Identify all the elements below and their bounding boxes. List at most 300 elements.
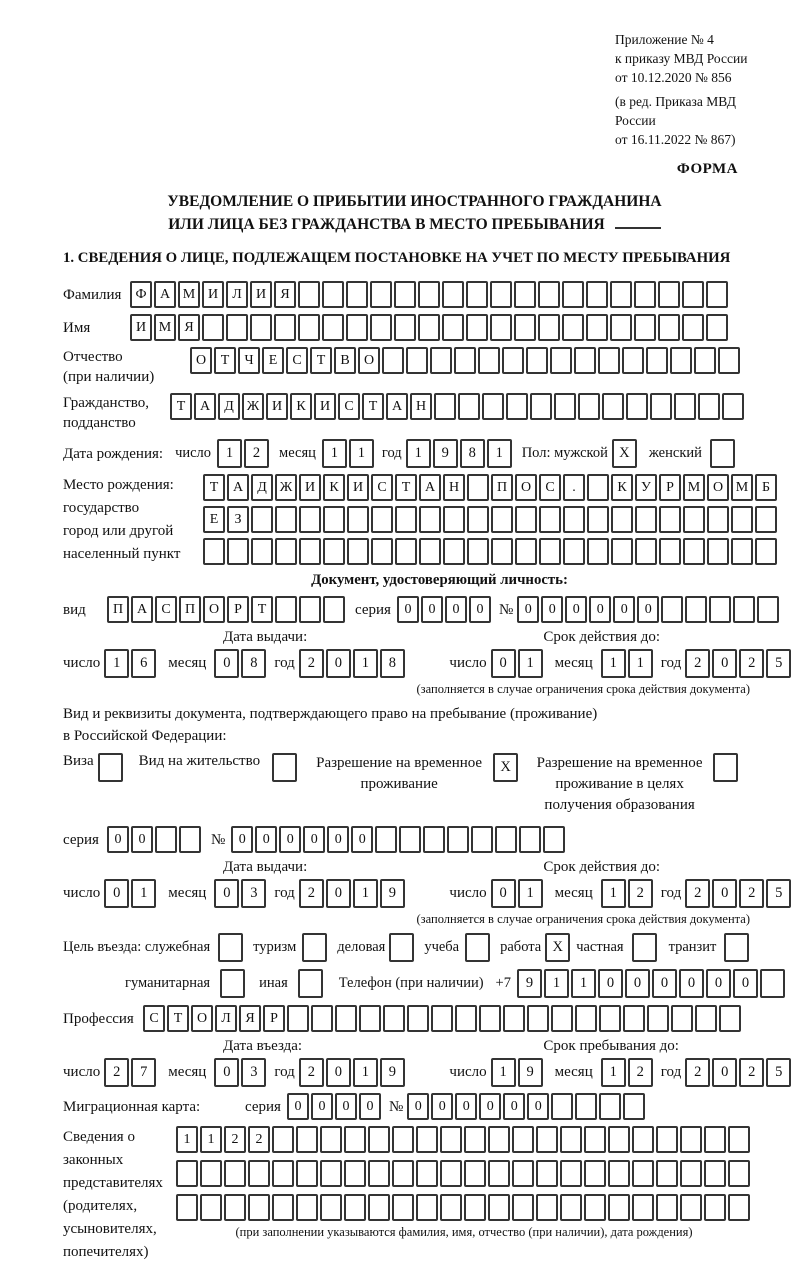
char-box-filled[interactable]: 0 bbox=[303, 826, 325, 853]
char-box-filled[interactable]: С bbox=[338, 393, 360, 420]
char-box-empty[interactable] bbox=[515, 506, 537, 533]
char-box-empty[interactable] bbox=[323, 538, 345, 565]
char-box-empty[interactable] bbox=[272, 1126, 294, 1153]
char-box-empty[interactable] bbox=[407, 1005, 429, 1032]
char-box-empty[interactable] bbox=[682, 314, 704, 341]
char-box-filled[interactable]: 0 bbox=[287, 1093, 309, 1120]
char-box-empty[interactable] bbox=[368, 1194, 390, 1221]
char-box-filled[interactable]: 2 bbox=[628, 879, 653, 908]
char-box-empty[interactable] bbox=[447, 826, 469, 853]
char-box-empty[interactable] bbox=[250, 314, 272, 341]
char-box-filled[interactable]: 2 bbox=[685, 879, 710, 908]
char-box-empty[interactable] bbox=[659, 538, 681, 565]
char-box-empty[interactable] bbox=[323, 506, 345, 533]
char-box-filled[interactable]: М bbox=[178, 281, 200, 308]
char-box-empty[interactable] bbox=[202, 314, 224, 341]
char-box-empty[interactable] bbox=[220, 969, 245, 998]
char-box-empty[interactable] bbox=[442, 281, 464, 308]
char-box-filled[interactable]: 0 bbox=[733, 969, 758, 998]
char-box-empty[interactable] bbox=[680, 1160, 702, 1187]
char-box-filled[interactable]: 0 bbox=[279, 826, 301, 853]
char-box-filled[interactable]: И bbox=[314, 393, 336, 420]
char-box-filled[interactable]: 2 bbox=[104, 1058, 129, 1087]
char-box-empty[interactable] bbox=[465, 933, 490, 962]
char-box-empty[interactable] bbox=[695, 1005, 717, 1032]
char-box-empty[interactable] bbox=[431, 1005, 453, 1032]
char-box-filled[interactable]: С bbox=[371, 474, 393, 501]
char-box-filled[interactable]: 8 bbox=[380, 649, 405, 678]
char-box-filled[interactable]: 0 bbox=[455, 1093, 477, 1120]
char-box-empty[interactable] bbox=[299, 506, 321, 533]
char-box-empty[interactable] bbox=[200, 1160, 222, 1187]
char-box-filled[interactable]: 0 bbox=[311, 1093, 333, 1120]
char-box-empty[interactable] bbox=[587, 474, 609, 501]
char-box-empty[interactable] bbox=[347, 506, 369, 533]
char-box-filled[interactable]: Т bbox=[167, 1005, 189, 1032]
char-box-empty[interactable] bbox=[623, 1005, 645, 1032]
char-box-empty[interactable] bbox=[371, 538, 393, 565]
char-box-filled[interactable]: С bbox=[286, 347, 308, 374]
char-box-empty[interactable] bbox=[495, 826, 517, 853]
char-box-filled[interactable]: Л bbox=[226, 281, 248, 308]
char-box-filled[interactable]: А bbox=[194, 393, 216, 420]
char-box-filled[interactable]: 0 bbox=[214, 1058, 239, 1087]
char-box-filled[interactable]: 1 bbox=[406, 439, 431, 468]
char-box-empty[interactable] bbox=[584, 1126, 606, 1153]
char-box-empty[interactable] bbox=[622, 347, 644, 374]
char-box-filled[interactable]: 2 bbox=[685, 649, 710, 678]
char-box-filled[interactable]: Т bbox=[362, 393, 384, 420]
char-box-filled[interactable]: А bbox=[227, 474, 249, 501]
char-box-filled[interactable]: 2 bbox=[244, 439, 269, 468]
char-box-empty[interactable] bbox=[584, 1194, 606, 1221]
char-box-empty[interactable] bbox=[375, 826, 397, 853]
char-box-empty[interactable] bbox=[395, 506, 417, 533]
char-box-empty[interactable] bbox=[704, 1194, 726, 1221]
char-box-filled[interactable]: Е bbox=[203, 506, 225, 533]
char-box-empty[interactable] bbox=[562, 281, 584, 308]
char-box-empty[interactable] bbox=[610, 281, 632, 308]
char-box-empty[interactable] bbox=[704, 1126, 726, 1153]
char-box-empty[interactable] bbox=[298, 281, 320, 308]
char-box-empty[interactable] bbox=[298, 969, 323, 998]
char-box-empty[interactable] bbox=[275, 538, 297, 565]
char-box-empty[interactable] bbox=[368, 1126, 390, 1153]
char-box-empty[interactable] bbox=[203, 538, 225, 565]
char-box-empty[interactable] bbox=[434, 393, 456, 420]
char-box-empty[interactable] bbox=[416, 1126, 438, 1153]
char-box-empty[interactable] bbox=[322, 281, 344, 308]
char-box-empty[interactable] bbox=[416, 1160, 438, 1187]
char-box-empty[interactable] bbox=[346, 281, 368, 308]
char-box-filled[interactable]: 2 bbox=[739, 649, 764, 678]
char-box-empty[interactable] bbox=[635, 538, 657, 565]
char-box-empty[interactable] bbox=[587, 506, 609, 533]
char-box-empty[interactable] bbox=[467, 538, 489, 565]
char-box-filled[interactable]: У bbox=[635, 474, 657, 501]
char-box-empty[interactable] bbox=[608, 1160, 630, 1187]
char-box-filled[interactable]: 9 bbox=[380, 879, 405, 908]
char-box-empty[interactable] bbox=[443, 506, 465, 533]
char-box-empty[interactable] bbox=[272, 1194, 294, 1221]
char-box-filled[interactable]: 2 bbox=[299, 1058, 324, 1087]
char-box-filled[interactable]: 0 bbox=[589, 596, 611, 623]
char-box-empty[interactable] bbox=[680, 1126, 702, 1153]
char-box-empty[interactable] bbox=[423, 826, 445, 853]
char-box-filled[interactable]: 8 bbox=[241, 649, 266, 678]
char-box-filled[interactable]: 9 bbox=[380, 1058, 405, 1087]
char-box-filled[interactable]: Т bbox=[203, 474, 225, 501]
char-box-empty[interactable] bbox=[515, 538, 537, 565]
char-box-empty[interactable] bbox=[755, 506, 777, 533]
char-box-filled[interactable]: О bbox=[707, 474, 729, 501]
char-box-filled[interactable]: 1 bbox=[571, 969, 596, 998]
char-box-empty[interactable] bbox=[646, 347, 668, 374]
char-box-filled[interactable]: 0 bbox=[397, 596, 419, 623]
char-box-empty[interactable] bbox=[512, 1194, 534, 1221]
char-box-filled[interactable]: 2 bbox=[299, 649, 324, 678]
char-box-empty[interactable] bbox=[551, 1093, 573, 1120]
char-box-empty[interactable] bbox=[359, 1005, 381, 1032]
char-box-filled[interactable]: 0 bbox=[214, 879, 239, 908]
char-box-filled[interactable]: 2 bbox=[299, 879, 324, 908]
char-box-empty[interactable] bbox=[650, 393, 672, 420]
char-box-empty[interactable] bbox=[176, 1160, 198, 1187]
char-box-filled[interactable]: 2 bbox=[248, 1126, 270, 1153]
char-box-empty[interactable] bbox=[251, 538, 273, 565]
char-box-empty[interactable] bbox=[709, 596, 731, 623]
char-box-empty[interactable] bbox=[536, 1194, 558, 1221]
char-box-empty[interactable] bbox=[611, 538, 633, 565]
char-box-empty[interactable] bbox=[370, 314, 392, 341]
char-box-empty[interactable] bbox=[656, 1126, 678, 1153]
char-box-empty[interactable] bbox=[503, 1005, 525, 1032]
char-box-empty[interactable] bbox=[491, 506, 513, 533]
char-box-empty[interactable] bbox=[490, 281, 512, 308]
char-box-filled[interactable]: 5 bbox=[766, 649, 791, 678]
char-box-empty[interactable] bbox=[418, 314, 440, 341]
char-box-empty[interactable] bbox=[320, 1126, 342, 1153]
char-box-filled[interactable]: 0 bbox=[479, 1093, 501, 1120]
char-box-empty[interactable] bbox=[724, 933, 749, 962]
char-box-filled[interactable]: Я bbox=[239, 1005, 261, 1032]
char-box-filled[interactable]: Б bbox=[755, 474, 777, 501]
char-box-filled[interactable]: 1 bbox=[601, 1058, 626, 1087]
char-box-filled[interactable]: 1 bbox=[176, 1126, 198, 1153]
char-box-filled[interactable]: А bbox=[419, 474, 441, 501]
char-box-empty[interactable] bbox=[482, 393, 504, 420]
char-box-empty[interactable] bbox=[491, 538, 513, 565]
char-box-filled[interactable]: Ж bbox=[275, 474, 297, 501]
char-box-empty[interactable] bbox=[632, 933, 657, 962]
char-box-empty[interactable] bbox=[430, 347, 452, 374]
char-box-filled[interactable]: Т bbox=[310, 347, 332, 374]
char-box-filled[interactable]: А bbox=[131, 596, 153, 623]
char-box-filled[interactable]: 0 bbox=[104, 879, 129, 908]
char-box-filled[interactable]: 0 bbox=[527, 1093, 549, 1120]
char-box-empty[interactable] bbox=[251, 506, 273, 533]
char-box-filled[interactable]: И bbox=[202, 281, 224, 308]
char-box-empty[interactable] bbox=[635, 506, 657, 533]
char-box-filled[interactable]: С bbox=[539, 474, 561, 501]
char-box-filled[interactable]: И bbox=[347, 474, 369, 501]
char-box-empty[interactable] bbox=[728, 1126, 750, 1153]
char-box-filled[interactable]: 2 bbox=[685, 1058, 710, 1087]
char-box-empty[interactable] bbox=[224, 1194, 246, 1221]
char-box-filled[interactable]: 0 bbox=[517, 596, 539, 623]
char-box-filled[interactable]: А bbox=[154, 281, 176, 308]
char-box-empty[interactable] bbox=[647, 1005, 669, 1032]
char-box-empty[interactable] bbox=[586, 281, 608, 308]
char-box-filled[interactable]: Ч bbox=[238, 347, 260, 374]
char-box-empty[interactable] bbox=[419, 506, 441, 533]
char-box-filled[interactable]: 0 bbox=[359, 1093, 381, 1120]
char-box-empty[interactable] bbox=[698, 393, 720, 420]
char-box-empty[interactable] bbox=[179, 826, 201, 853]
char-box-filled[interactable]: Е bbox=[262, 347, 284, 374]
char-box-empty[interactable] bbox=[760, 969, 785, 998]
char-box-filled[interactable]: 9 bbox=[518, 1058, 543, 1087]
char-box-empty[interactable] bbox=[757, 596, 779, 623]
char-box-filled[interactable]: 1 bbox=[353, 649, 378, 678]
char-box-empty[interactable] bbox=[574, 347, 596, 374]
char-box-empty[interactable] bbox=[539, 506, 561, 533]
char-box-empty[interactable] bbox=[586, 314, 608, 341]
char-box-empty[interactable] bbox=[658, 314, 680, 341]
char-box-empty[interactable] bbox=[296, 1160, 318, 1187]
char-box-empty[interactable] bbox=[346, 314, 368, 341]
char-box-filled[interactable]: 1 bbox=[518, 879, 543, 908]
char-box-empty[interactable] bbox=[296, 1194, 318, 1221]
char-box-empty[interactable] bbox=[527, 1005, 549, 1032]
char-box-filled[interactable]: Т bbox=[395, 474, 417, 501]
char-box-filled[interactable]: 0 bbox=[335, 1093, 357, 1120]
char-box-filled[interactable]: 0 bbox=[625, 969, 650, 998]
char-box-filled[interactable]: О bbox=[191, 1005, 213, 1032]
char-box-filled[interactable]: X bbox=[612, 439, 637, 468]
char-box-empty[interactable] bbox=[406, 347, 428, 374]
char-box-filled[interactable]: А bbox=[386, 393, 408, 420]
char-box-filled[interactable]: Р bbox=[659, 474, 681, 501]
char-box-filled[interactable]: 0 bbox=[131, 826, 153, 853]
char-box-empty[interactable] bbox=[371, 506, 393, 533]
char-box-empty[interactable] bbox=[488, 1126, 510, 1153]
char-box-filled[interactable]: 1 bbox=[491, 1058, 516, 1087]
char-box-empty[interactable] bbox=[656, 1160, 678, 1187]
char-box-filled[interactable]: 0 bbox=[503, 1093, 525, 1120]
char-box-empty[interactable] bbox=[506, 393, 528, 420]
char-box-empty[interactable] bbox=[454, 347, 476, 374]
char-box-empty[interactable] bbox=[226, 314, 248, 341]
char-box-empty[interactable] bbox=[455, 1005, 477, 1032]
char-box-filled[interactable]: 1 bbox=[131, 879, 156, 908]
char-box-filled[interactable]: 0 bbox=[327, 826, 349, 853]
char-box-empty[interactable] bbox=[248, 1160, 270, 1187]
char-box-empty[interactable] bbox=[311, 1005, 333, 1032]
char-box-filled[interactable]: О bbox=[515, 474, 537, 501]
char-box-filled[interactable]: 1 bbox=[353, 879, 378, 908]
char-box-empty[interactable] bbox=[467, 474, 489, 501]
char-box-filled[interactable]: М bbox=[683, 474, 705, 501]
char-box-empty[interactable] bbox=[539, 538, 561, 565]
char-box-empty[interactable] bbox=[322, 314, 344, 341]
char-box-filled[interactable]: 0 bbox=[107, 826, 129, 853]
char-box-empty[interactable] bbox=[248, 1194, 270, 1221]
char-box-empty[interactable] bbox=[719, 1005, 741, 1032]
char-box-empty[interactable] bbox=[656, 1194, 678, 1221]
char-box-empty[interactable] bbox=[728, 1160, 750, 1187]
char-box-empty[interactable] bbox=[694, 347, 716, 374]
char-box-filled[interactable]: 1 bbox=[104, 649, 129, 678]
char-box-empty[interactable] bbox=[550, 347, 572, 374]
char-box-empty[interactable] bbox=[608, 1126, 630, 1153]
char-box-filled[interactable]: 1 bbox=[487, 439, 512, 468]
char-box-filled[interactable]: 2 bbox=[224, 1126, 246, 1153]
char-box-empty[interactable] bbox=[599, 1093, 621, 1120]
char-box-filled[interactable]: 0 bbox=[712, 649, 737, 678]
char-box-empty[interactable] bbox=[659, 506, 681, 533]
char-box-empty[interactable] bbox=[632, 1160, 654, 1187]
char-box-empty[interactable] bbox=[467, 506, 489, 533]
char-box-empty[interactable] bbox=[713, 753, 738, 782]
char-box-empty[interactable] bbox=[272, 1160, 294, 1187]
char-box-empty[interactable] bbox=[392, 1194, 414, 1221]
char-box-empty[interactable] bbox=[512, 1126, 534, 1153]
char-box-filled[interactable]: 2 bbox=[628, 1058, 653, 1087]
char-box-empty[interactable] bbox=[464, 1126, 486, 1153]
char-box-filled[interactable]: С bbox=[155, 596, 177, 623]
char-box-empty[interactable] bbox=[560, 1160, 582, 1187]
char-box-empty[interactable] bbox=[538, 281, 560, 308]
char-box-empty[interactable] bbox=[458, 393, 480, 420]
char-box-empty[interactable] bbox=[575, 1093, 597, 1120]
char-box-empty[interactable] bbox=[344, 1160, 366, 1187]
char-box-empty[interactable] bbox=[274, 314, 296, 341]
char-box-empty[interactable] bbox=[707, 506, 729, 533]
char-box-empty[interactable] bbox=[682, 281, 704, 308]
char-box-filled[interactable]: 0 bbox=[491, 649, 516, 678]
char-box-empty[interactable] bbox=[227, 538, 249, 565]
char-box-empty[interactable] bbox=[464, 1194, 486, 1221]
char-box-empty[interactable] bbox=[755, 538, 777, 565]
char-box-empty[interactable] bbox=[320, 1160, 342, 1187]
char-box-empty[interactable] bbox=[395, 538, 417, 565]
char-box-filled[interactable]: Т bbox=[251, 596, 273, 623]
char-box-empty[interactable] bbox=[394, 314, 416, 341]
char-box-filled[interactable]: 0 bbox=[431, 1093, 453, 1120]
char-box-filled[interactable]: . bbox=[563, 474, 585, 501]
char-box-filled[interactable]: И bbox=[266, 393, 288, 420]
char-box-empty[interactable] bbox=[416, 1194, 438, 1221]
char-box-empty[interactable] bbox=[610, 314, 632, 341]
char-box-empty[interactable] bbox=[634, 281, 656, 308]
char-box-empty[interactable] bbox=[562, 314, 584, 341]
char-box-filled[interactable]: 1 bbox=[200, 1126, 222, 1153]
char-box-filled[interactable]: Т bbox=[214, 347, 236, 374]
char-box-empty[interactable] bbox=[707, 538, 729, 565]
char-box-filled[interactable]: Р bbox=[263, 1005, 285, 1032]
char-box-empty[interactable] bbox=[598, 347, 620, 374]
char-box-empty[interactable] bbox=[543, 826, 565, 853]
char-box-filled[interactable]: Н bbox=[410, 393, 432, 420]
char-box-empty[interactable] bbox=[418, 281, 440, 308]
char-box-empty[interactable] bbox=[98, 753, 123, 782]
char-box-empty[interactable] bbox=[368, 1160, 390, 1187]
char-box-filled[interactable]: 1 bbox=[601, 649, 626, 678]
char-box-empty[interactable] bbox=[287, 1005, 309, 1032]
char-box-filled[interactable]: 0 bbox=[421, 596, 443, 623]
char-box-filled[interactable]: 2 bbox=[739, 1058, 764, 1087]
char-box-filled[interactable]: 0 bbox=[351, 826, 373, 853]
char-box-filled[interactable]: 1 bbox=[518, 649, 543, 678]
char-box-filled[interactable]: О bbox=[190, 347, 212, 374]
char-box-empty[interactable] bbox=[670, 347, 692, 374]
char-box-filled[interactable]: К bbox=[290, 393, 312, 420]
char-box-empty[interactable] bbox=[466, 281, 488, 308]
char-box-empty[interactable] bbox=[704, 1160, 726, 1187]
char-box-filled[interactable]: 1 bbox=[544, 969, 569, 998]
char-box-filled[interactable]: П bbox=[107, 596, 129, 623]
char-box-empty[interactable] bbox=[554, 393, 576, 420]
char-box-empty[interactable] bbox=[464, 1160, 486, 1187]
char-box-filled[interactable]: Д bbox=[251, 474, 273, 501]
char-box-filled[interactable]: 5 bbox=[766, 1058, 791, 1087]
char-box-filled[interactable]: 0 bbox=[637, 596, 659, 623]
char-box-filled[interactable]: X bbox=[493, 753, 518, 782]
char-box-filled[interactable]: 9 bbox=[517, 969, 542, 998]
char-box-empty[interactable] bbox=[519, 826, 541, 853]
char-box-empty[interactable] bbox=[224, 1160, 246, 1187]
char-box-filled[interactable]: 8 bbox=[460, 439, 485, 468]
char-box-empty[interactable] bbox=[671, 1005, 693, 1032]
char-box-empty[interactable] bbox=[394, 281, 416, 308]
char-box-empty[interactable] bbox=[272, 753, 297, 782]
char-box-filled[interactable]: 0 bbox=[565, 596, 587, 623]
char-box-empty[interactable] bbox=[302, 933, 327, 962]
char-box-empty[interactable] bbox=[680, 1194, 702, 1221]
char-box-empty[interactable] bbox=[514, 314, 536, 341]
char-box-filled[interactable]: Я bbox=[274, 281, 296, 308]
char-box-empty[interactable] bbox=[512, 1160, 534, 1187]
char-box-empty[interactable] bbox=[685, 596, 707, 623]
char-box-empty[interactable] bbox=[526, 347, 548, 374]
char-box-empty[interactable] bbox=[683, 506, 705, 533]
char-box-filled[interactable]: И bbox=[130, 314, 152, 341]
char-box-filled[interactable]: 0 bbox=[491, 879, 516, 908]
char-box-filled[interactable]: И bbox=[250, 281, 272, 308]
char-box-empty[interactable] bbox=[392, 1126, 414, 1153]
char-box-empty[interactable] bbox=[514, 281, 536, 308]
char-box-empty[interactable] bbox=[176, 1194, 198, 1221]
char-box-filled[interactable]: 7 bbox=[131, 1058, 156, 1087]
char-box-empty[interactable] bbox=[471, 826, 493, 853]
char-box-filled[interactable]: 0 bbox=[712, 879, 737, 908]
char-box-empty[interactable] bbox=[683, 538, 705, 565]
char-box-empty[interactable] bbox=[706, 281, 728, 308]
char-box-filled[interactable]: 6 bbox=[131, 649, 156, 678]
char-box-empty[interactable] bbox=[563, 506, 585, 533]
char-box-filled[interactable]: Р bbox=[227, 596, 249, 623]
char-box-filled[interactable]: X bbox=[545, 933, 570, 962]
char-box-empty[interactable] bbox=[722, 393, 744, 420]
char-box-empty[interactable] bbox=[218, 933, 243, 962]
char-box-filled[interactable]: 0 bbox=[445, 596, 467, 623]
char-box-filled[interactable]: 1 bbox=[349, 439, 374, 468]
char-box-empty[interactable] bbox=[611, 506, 633, 533]
char-box-empty[interactable] bbox=[443, 538, 465, 565]
char-box-filled[interactable]: 0 bbox=[712, 1058, 737, 1087]
char-box-empty[interactable] bbox=[632, 1126, 654, 1153]
